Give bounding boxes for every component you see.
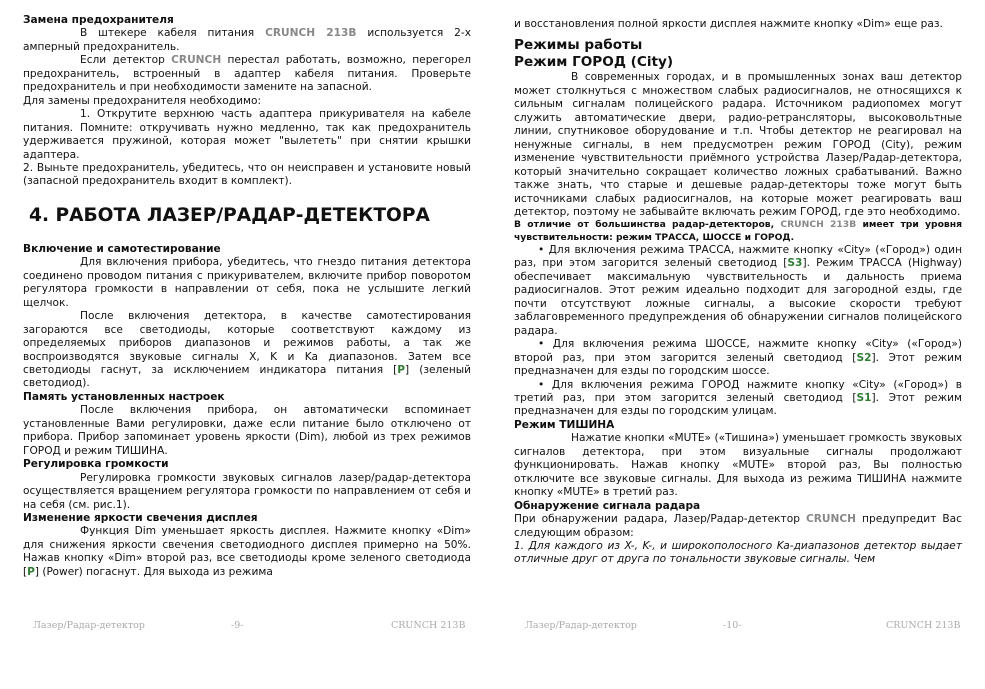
led-s2-label: S2 bbox=[856, 351, 872, 364]
text: • Для включения режима ТРАССА, нажмите кнопку «City» («Город») один раз, при этом загорится зеленый светодиод [ bbox=[514, 244, 962, 270]
text: ] (Power) погаснут. Для выхода из режима bbox=[34, 565, 273, 578]
text: При обнаружении радара, Лазер/Радар-детектор bbox=[514, 513, 806, 526]
modes-heading: Режимы работы bbox=[514, 37, 643, 54]
fuse-paragraph-3: Для замены предохранителя необходимо: bbox=[23, 94, 262, 107]
fuse-paragraph-2 bbox=[23, 54, 471, 94]
page-left bbox=[0, 0, 492, 689]
led-s1-label: S1 bbox=[856, 392, 872, 405]
city-heading: Режим ГОРОД (City) bbox=[514, 54, 674, 71]
volume-paragraph: Регулировка громкости звуковых сигналов лазер/радар-детектора осуществляется вращением регулятора громкости по направлением от себя и на себя (см. рис.1). bbox=[23, 471, 471, 511]
footer-left-label: Лазер/Радар-детектор bbox=[525, 620, 637, 631]
mute-heading: Режим ТИШИНА bbox=[514, 418, 615, 431]
dim-paragraph bbox=[23, 525, 471, 579]
continuation-paragraph: и восстановления полной яркости дисплея нажмите кнопку «Dim» еще раз. bbox=[514, 18, 943, 30]
text: перестал работать, возможно, перегорел предохранитель, встроенный в адаптер кабеля питания. Проверьте предохранитель и при необходимости замените на запасной. bbox=[23, 54, 471, 94]
text: имеет три уровня чувствительности: режим ТРАССА, ШОССЕ и ГОРОД. bbox=[514, 219, 962, 243]
detect-paragraph bbox=[514, 513, 962, 540]
brand-name: CRUNCH bbox=[805, 513, 857, 526]
bullet-city bbox=[514, 379, 962, 419]
brand-name: CRUNCH bbox=[171, 54, 222, 67]
fuse-heading: Замена предохранителя bbox=[23, 14, 174, 26]
text: предупредит Вас следующим образом: bbox=[514, 513, 962, 539]
dim-heading: Изменение яркости свечения дисплея bbox=[23, 511, 258, 524]
left-column bbox=[23, 14, 471, 579]
power-led-label: P bbox=[397, 363, 406, 376]
bullet-suburb bbox=[514, 338, 962, 378]
text: В отличие от большинства радар-детекторов, bbox=[514, 219, 781, 231]
brand-name: CRUNCH 213B bbox=[780, 219, 857, 231]
footer-model: CRUNCH 213B bbox=[886, 620, 961, 631]
detect-item-1: 1. Для каждого из X-, K-, и широкополосного Ka-диапазонов детектор выдает отличные друг от друга по тональности звуковые сигналы. Чем bbox=[514, 540, 962, 566]
power-on-paragraph-1: Для включения прибора, убедитесь, что гнездо питания детектора соединено проводом питания с прикуривателем, включите прибор поворотом регулятора громкости в направлении от себя, пока не услышите легкий щелчок. bbox=[23, 256, 471, 309]
fuse-step-2: 2. Выньте предохранитель, убедитесь, что он неисправен и установите новый (запасной предохранитель входит в комплект). bbox=[23, 161, 471, 188]
power-on-paragraph-2 bbox=[23, 310, 471, 391]
text: После включения детектора, в качестве самотестирования загораются все светодиоды, которые соответствуют каждому из определяемых приборов диапазонов и режимов работы, а так же воспроизводятся звуковые сигналы X, K и Ka диапазонов. Затем все светодиоды гаснут, за исключением индикатора питания [ bbox=[23, 310, 471, 376]
footer-model: CRUNCH 213B bbox=[391, 620, 466, 631]
fuse-step-1: 1. Открутите верхнюю часть адаптера прикуривателя на кабеле питания. Помните: откручивать нужно медленно, так как предохранитель удерживается пружиной, которая может "вылететь" при снятии крышки адаптера. bbox=[23, 108, 471, 161]
power-led-label: P bbox=[27, 565, 35, 578]
text: ] (зеленый светодиод). bbox=[23, 363, 472, 390]
text: используется 2-х амперный предохранитель. bbox=[23, 27, 472, 53]
text: ]. Этот режим предназначен для езды по городским улицам. bbox=[514, 392, 962, 418]
footer-page-number: -10- bbox=[723, 620, 742, 631]
volume-heading: Регулировка громкости bbox=[23, 458, 169, 471]
brand-name: CRUNCH 213B bbox=[265, 27, 357, 40]
footer-left-label: Лазер/Радар-детектор bbox=[33, 620, 145, 631]
text: ]. Режим ТРАССА (Highway) обеспечивает максимальную чувствительность и дальность приема радиосигналов. Этот режим идеально подходит для загородной езды, где почти отсутствуют ложные сигналы, а высокие скорости требуют заблаговременного предупреждения об обнаружении сигналов полицейского радара. bbox=[514, 257, 962, 337]
text: ]. Этот режим предназначен для езды по городским шоссе. bbox=[514, 351, 963, 378]
text: Если детектор bbox=[80, 54, 172, 67]
memory-paragraph: После включения прибора, он автоматически вспоминает установленные Вами регулировки, даже если питание было отключено от прибора. Прибор запоминает уровень яркости (Dim), любой из трех режимов ГОРОД и режим ТИШИНА. bbox=[23, 404, 471, 457]
section-title: 4. РАБОТА ЛАЗЕР/РАДАР-ДЕТЕКТОРА bbox=[29, 204, 430, 226]
sensitivity-note bbox=[514, 219, 962, 244]
detect-heading: Обнаружение сигнала радара bbox=[514, 499, 701, 512]
text: • Для включения режима ГОРОД нажмите кнопку «City» («Город») в третий раз, при этом загорится зеленый светодиод [ bbox=[514, 378, 962, 405]
memory-heading: Память установленных настроек bbox=[23, 390, 225, 403]
text: • Для включения режима ШОССЕ, нажмите кнопку «City» («Город») второй раз, при этом загорится зеленый светодиод [ bbox=[514, 338, 962, 364]
fuse-paragraph-1 bbox=[23, 27, 471, 54]
city-paragraph: В современных городах, и в промышленных зонах ваш детектор может столкнуться с множеством слабых радиосигналов, не относящихся к сильным сигналам полицейского радара. Источником радиопомех могут служить автоматические двери, радио-ретрансляторы, высоковольтные линии, спутниковое оборудование и т.п. Чтобы детектор не реагировал на ненужные сигналы, в нем предусмотрен режим ГОРОД (City), режим изменение чувствительности приёмного устройства Лазер/Радар-детектора, который значительно сокращает количество ложных срабатываний. Важно также знать, что старые и дешевые радар-детекторы тоже могут быть источниками слабых радиосигналов, на которые может реагировать ваш детектор, поэтому не забывайте включать режим ГОРОД, где это необходимо. bbox=[514, 71, 962, 218]
text: Функция Dim уменьшает яркость дисплея. Нажмите кнопку «Dim» для снижения яркости свечения светодиодного дисплея примерно на 50%. Нажав кнопку «Dim» второй раз, все светодиоды кроме зеленого светодиода [ bbox=[23, 525, 471, 578]
text: В штекере кабеля питания bbox=[80, 27, 266, 40]
footer-page-number: -9- bbox=[231, 620, 244, 631]
page-right bbox=[492, 0, 985, 689]
right-column bbox=[514, 18, 962, 567]
bullet-highway bbox=[514, 244, 962, 338]
power-on-heading: Включение и самотестирование bbox=[23, 242, 221, 255]
mute-paragraph: Нажатие кнопки «MUTE» («Тишина») уменьшает громкость звуковых сигналов детектора, при этом визуальные сигналы продолжают функционировать. Нажав кнопку «MUTE» второй раз, Вы полностью отключите все звуковые сигналы. Для выхода из режима ТИШИНА нажмите кнопку «MUTE» в третий раз. bbox=[514, 432, 962, 499]
led-s3-label: S3 bbox=[787, 257, 803, 270]
